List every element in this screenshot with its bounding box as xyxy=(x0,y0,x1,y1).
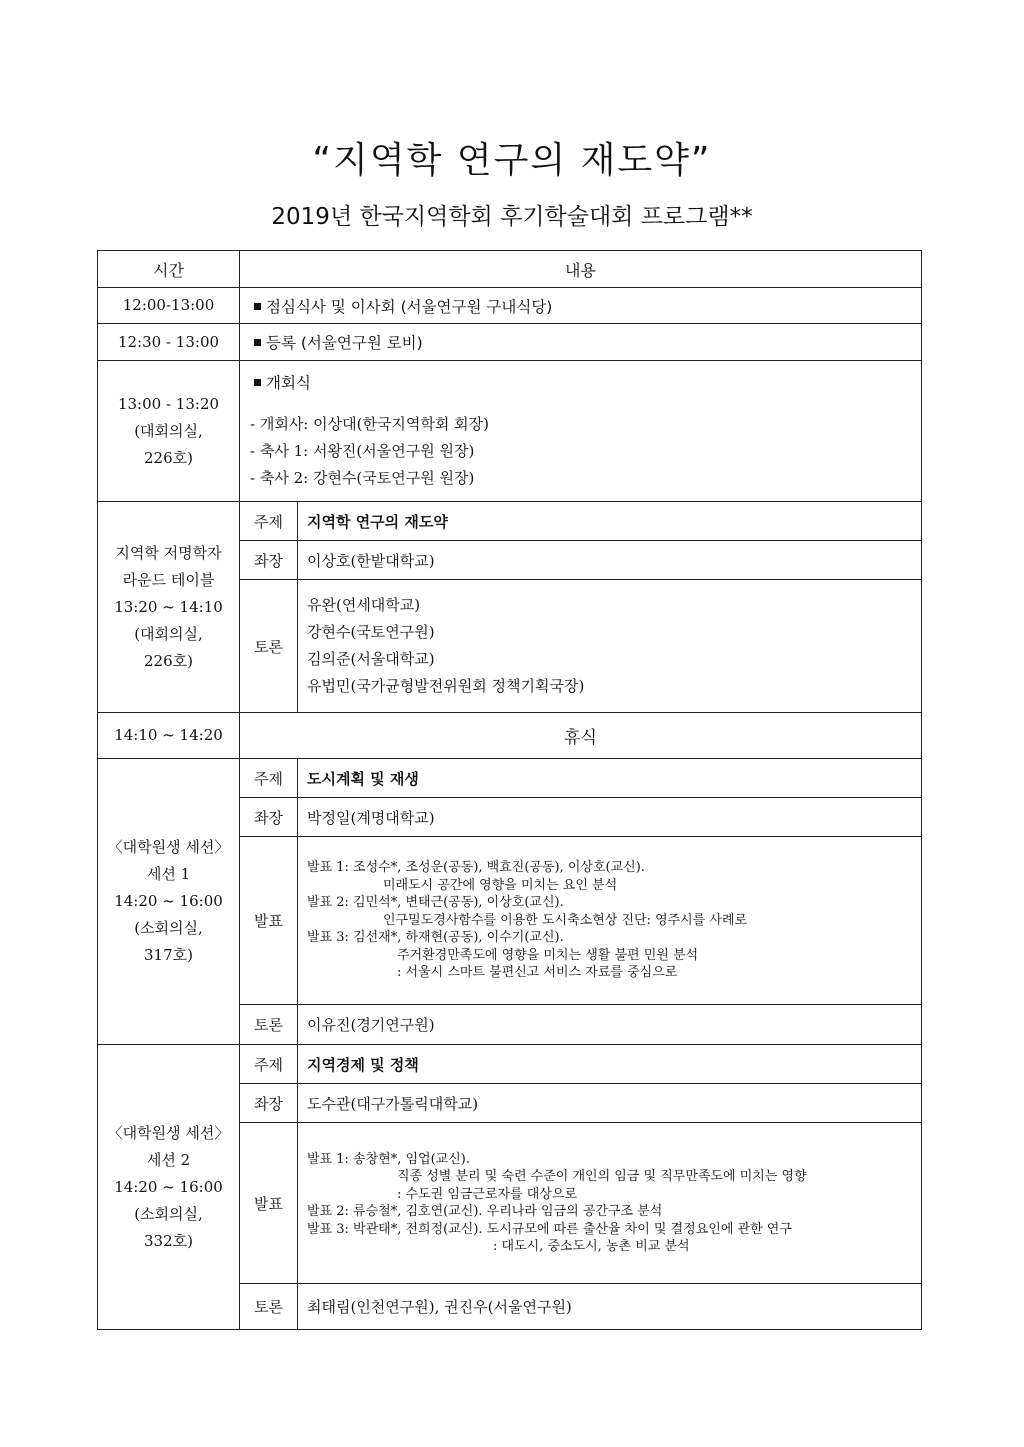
pres-label: 발표 xyxy=(240,1123,298,1284)
session-line: 세션 1 xyxy=(146,865,191,883)
table-row xyxy=(98,713,922,759)
opening-ceremony xyxy=(240,361,922,502)
chair-value: 도수관(대구가톨릭대학교) xyxy=(298,1084,922,1123)
session-line: 라운드 테이블 xyxy=(122,570,215,589)
time-cell xyxy=(98,361,240,502)
presentation-line: 발표 2: 김민석*, 변태근(공동), 이상호(교신). xyxy=(307,895,564,911)
table-row xyxy=(98,1045,922,1084)
page-subtitle: 2019년 한국지역학회 후기학술대회 프로그램** xyxy=(271,204,753,230)
session-line: 지역학 저명학자 xyxy=(115,543,222,562)
presentation-line: : 수도권 임금근로자를 대상으로 xyxy=(397,1186,578,1202)
program-table xyxy=(97,250,922,1330)
discussant-value: 최태림(인천연구원), 권진우(서울연구원) xyxy=(298,1284,922,1330)
topic-value: 지역학 연구의 재도약 xyxy=(298,502,922,541)
page-title: “지역학 연구의 재도약” xyxy=(312,140,712,181)
time-line: 14:20 ~ 16:00 xyxy=(114,892,223,910)
registration-text: 등록 (서울연구원 로비) xyxy=(266,334,423,352)
discuss-label: 토론 xyxy=(240,580,298,713)
content-cell xyxy=(240,288,922,324)
presentation-list xyxy=(298,1123,922,1284)
topic-value: 도시계획 및 재생 xyxy=(298,759,922,798)
presentation-line: 미래도시 공간에 영향을 미치는 요인 분석 xyxy=(383,877,618,893)
lunch-text: 점심식사 및 이사회 (서울연구원 구내식당) xyxy=(266,297,553,316)
opening-line: - 개회사: 이상대(한국지역학회 회장) xyxy=(250,414,489,433)
topic-value: 지역경제 및 정책 xyxy=(298,1045,922,1084)
presentation-line: 인구밀도경사함수를 이용한 도시축소현상 진단: 영주시를 사례로 xyxy=(383,912,748,928)
room-line: (대회의실, xyxy=(134,421,203,440)
discussant-value: 이유진(경기연구원) xyxy=(298,1005,922,1045)
bullet-icon xyxy=(254,303,261,310)
discuss-label: 토론 xyxy=(240,1005,298,1045)
room-line: 332호) xyxy=(144,1231,193,1250)
presentation-list xyxy=(298,837,922,1005)
topic-label: 주제 xyxy=(240,502,298,541)
presentation-line: 발표 1: 송창현*, 임업(교신). xyxy=(307,1151,470,1167)
time-cell: 12:30 - 13:00 xyxy=(98,324,240,361)
list-item: 김의준(서울대학교) xyxy=(307,650,435,668)
chair-value: 박정일(계명대학교) xyxy=(298,798,922,837)
room-line: (소회의실, xyxy=(134,1204,203,1223)
header-time: 시간 xyxy=(98,251,240,288)
list-item: 유완(연세대학교) xyxy=(307,596,421,614)
presentation-line: 발표 3: 박관태*, 전희정(교신). 도시규모에 따른 출산율 차이 및 결정요인에 관한 연구 xyxy=(307,1221,792,1237)
time-cell xyxy=(98,502,240,713)
list-item: 유법민(국가균형발전위원회 정책기획국장) xyxy=(307,677,585,695)
opening-title: 개회식 xyxy=(266,373,311,392)
table-row xyxy=(98,288,922,324)
time-line: 13:20 ~ 14:10 xyxy=(114,597,223,616)
room-line: 226호) xyxy=(144,651,193,670)
pres-label: 발표 xyxy=(240,837,298,1005)
break-text: 휴식 xyxy=(240,713,922,759)
time-line: 14:20 ~ 16:00 xyxy=(114,1177,223,1196)
table-row xyxy=(98,324,922,361)
table-row xyxy=(98,361,922,502)
topic-label: 주제 xyxy=(240,1045,298,1084)
session-line: 세션 2 xyxy=(146,1150,191,1169)
presentation-line: 직종 성별 분리 및 숙련 수준이 개인의 임금 및 직무만족도에 미치는 영향 xyxy=(397,1169,807,1184)
chair-value: 이상호(한밭대학교) xyxy=(298,541,922,580)
bullet-icon xyxy=(254,379,261,386)
table-row xyxy=(98,759,922,798)
opening-line: - 축사 2: 강현수(국토연구원 원장) xyxy=(250,468,475,487)
session-line: 〈대학원생 세션〉 xyxy=(107,838,230,856)
chair-label: 좌장 xyxy=(240,798,298,837)
discussant-list xyxy=(298,580,922,713)
room-line: 317호) xyxy=(144,946,193,964)
presentation-line: : 대도시, 중소도시, 농촌 비교 분석 xyxy=(493,1239,690,1254)
room-line: 226호) xyxy=(144,448,193,467)
opening-line: - 축사 1: 서왕진(서울연구원 원장) xyxy=(250,441,475,460)
presentation-line: 발표 1: 조성수*, 조성운(공동), 백효진(공동), 이상호(교신). xyxy=(307,860,645,876)
list-item: 강현수(국토연구원) xyxy=(307,623,435,641)
chair-label: 좌장 xyxy=(240,541,298,580)
time-cell: 14:10 ~ 14:20 xyxy=(98,713,240,759)
topic-label: 주제 xyxy=(240,759,298,798)
room-line: (대회의실, xyxy=(134,624,203,643)
time-cell xyxy=(98,1045,240,1330)
chair-label: 좌장 xyxy=(240,1084,298,1123)
presentation-line: : 서울시 스마트 불편신고 서비스 자료를 중심으로 xyxy=(397,965,678,981)
presentation-line: 주거환경만족도에 영향을 미치는 생활 불편 민원 분석 xyxy=(397,947,699,963)
header-row xyxy=(98,251,922,288)
time-cell: 12:00-13:00 xyxy=(98,288,240,324)
presentation-line: 발표 3: 김선재*, 하재현(공동), 이수기(교신). xyxy=(307,930,564,946)
bullet-icon xyxy=(254,339,261,346)
discuss-label: 토론 xyxy=(240,1284,298,1330)
room-line: (소회의실, xyxy=(134,919,203,937)
presentation-line: 발표 2: 류승철*, 김호연(교신). 우리나라 임금의 공간구조 분석 xyxy=(307,1204,663,1219)
table-row xyxy=(98,502,922,541)
content-cell xyxy=(240,324,922,361)
time-line: 13:00 - 13:20 xyxy=(117,394,220,413)
session-line: 〈대학원생 세션〉 xyxy=(107,1123,230,1142)
header-content: 내용 xyxy=(240,251,922,288)
time-cell xyxy=(98,759,240,1045)
